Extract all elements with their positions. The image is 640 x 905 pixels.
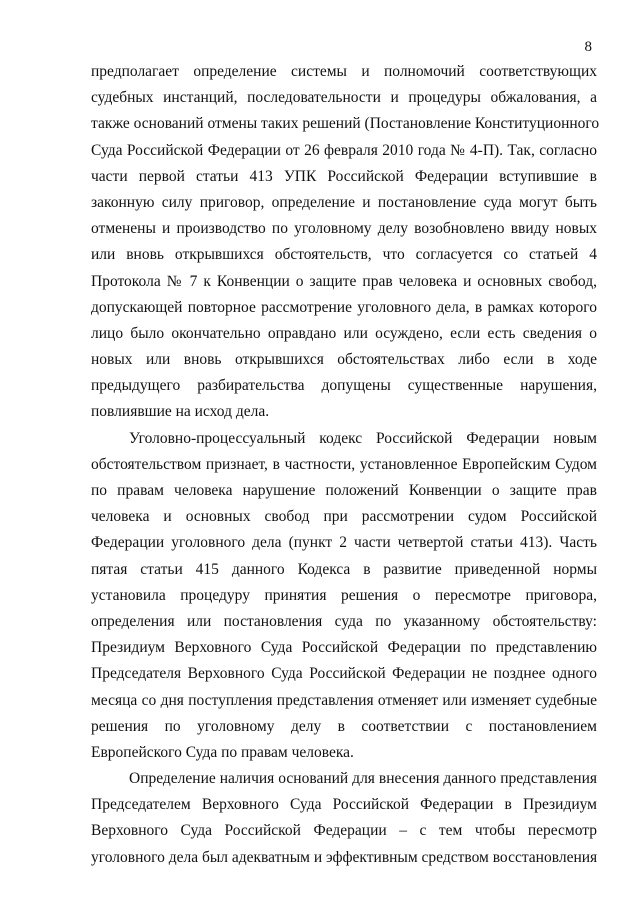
text-line: Президиум Верховного Суда Российской Федерации по представлению	[91, 639, 597, 657]
text-line: части первой статьи 413 УПК Российской Федерации вступившие в	[91, 167, 597, 185]
text-line: Протокола № 7 к Конвенции о защите прав человека и основных свобод,	[91, 272, 597, 290]
text-line: Определение наличия оснований для внесения данного представления	[129, 770, 597, 788]
text-line: повлиявшие на исход дела.	[91, 403, 270, 421]
text-line: месяца со дня поступления представления отменяет или изменяет судебные	[91, 691, 597, 709]
text-line: Суда Российской Федерации от 26 февраля 2010 года № 4-П). Так, согласно	[91, 141, 597, 159]
text-line: установила процедуру принятия решения о пересмотре приговора,	[91, 586, 597, 604]
text-line: Уголовно-процессуальный кодекс Российской Федерации новым	[129, 429, 597, 447]
paragraph-2	[91, 426, 597, 766]
text-line: Верховного Суда Российской Федерации – с тем чтобы пересмотр	[91, 822, 597, 840]
text-line: Председателя Верховного Суда Российской Федерации не позднее одного	[91, 665, 597, 683]
text-line: определения или постановления суда по указанному обстоятельству:	[91, 612, 597, 630]
text-line: по правам человека нарушение положений Конвенции о защите прав	[91, 482, 597, 499]
text-line: также оснований отмены таких решений (Постановление Конституционного	[91, 115, 600, 133]
text-line: Федерации уголовного дела (пункт 2 части четвертой статьи 413). Часть	[91, 534, 597, 552]
text-line: новых или вновь открывшихся обстоятельствах либо если в ходе	[91, 351, 597, 369]
page-number: 8	[584, 39, 592, 55]
document-body	[91, 59, 600, 871]
text-line: Европейского Суда по правам человека.	[91, 743, 354, 761]
paragraph-3	[91, 766, 597, 871]
text-line: лицо было окончательно оправдано или осуждено, если есть сведения о	[91, 324, 597, 342]
text-line: судебных инстанций, последовательности и процедуры обжалования, а	[91, 89, 597, 107]
text-line: Председателем Верховного Суда Российской Федерации в Президиум	[91, 796, 597, 814]
text-line: уголовного дела был адекватным и эффективным средством восстановления	[91, 848, 598, 866]
text-line: или вновь открывшихся обстоятельств, что согласуется со статьей 4	[91, 246, 597, 264]
paragraph-1	[91, 59, 600, 426]
text-line: предполагает определение системы и полномочий соответствующих	[91, 63, 597, 80]
text-line: законную силу приговор, определение и постановление суда могут быть	[91, 193, 597, 211]
text-line: пятая статьи 415 данного Кодекса в развитие приведенной нормы	[91, 560, 597, 578]
text-line: человека и основных свобод при рассмотрении судом Российской	[91, 508, 597, 526]
text-line: решения по уголовному делу в соответствии с постановлением	[91, 717, 597, 735]
text-line: предыдущего разбирательства допущены существенные нарушения,	[91, 377, 597, 395]
text-line: обстоятельством признает, в частности, установленное Европейским Судом	[91, 455, 597, 473]
text-line: отменены и производство по уголовному делу возобновлено ввиду новых	[91, 220, 597, 238]
text-line: допускающей повторное рассмотрение уголовного дела, в рамках которого	[91, 298, 597, 316]
